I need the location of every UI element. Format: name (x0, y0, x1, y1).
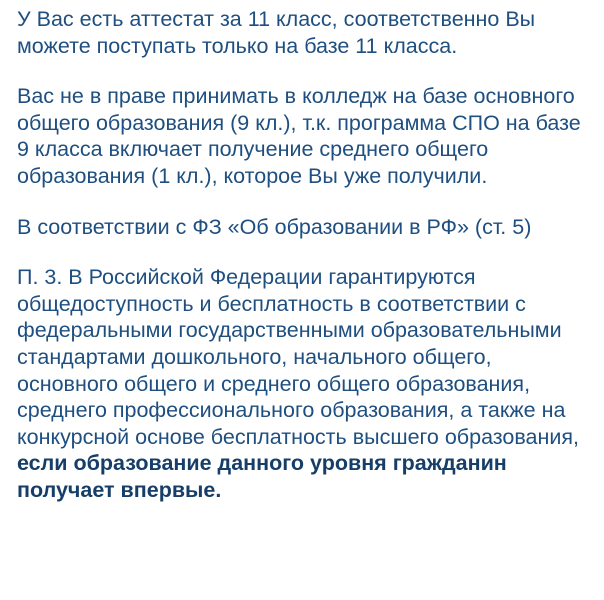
law-quote-emphasis: если образование данного уровня гражданин получает впервые. (17, 451, 507, 502)
paragraph-admission-restriction: Вас не в праве принимать в колледж на базе основного общего образования (9 кл.), т.к. программа СПО на базе 9 класса включает получение среднего общего образования (1 кл.), которое Вы уже получили. (17, 84, 581, 188)
paragraph-law-reference: В соответствии с ФЗ «Об образовании в РФ» (ст. 5) (17, 214, 532, 239)
paragraph-certificate: У Вас есть аттестат за 11 класс, соответственно Вы можете поступать только на базе 11 класса. (17, 7, 536, 58)
law-quote-text: П. 3. В Российской Федерации гарантируются общедоступность и бесплатность в соответствии с федеральными государственными образовательными стандартами дошкольного, начального общего, основного общего и среднего общего образования, среднего профессионального образования, а также на конкурсной основе бесплатность высшего образования, (17, 265, 579, 449)
paragraph-law-quote (17, 264, 584, 503)
